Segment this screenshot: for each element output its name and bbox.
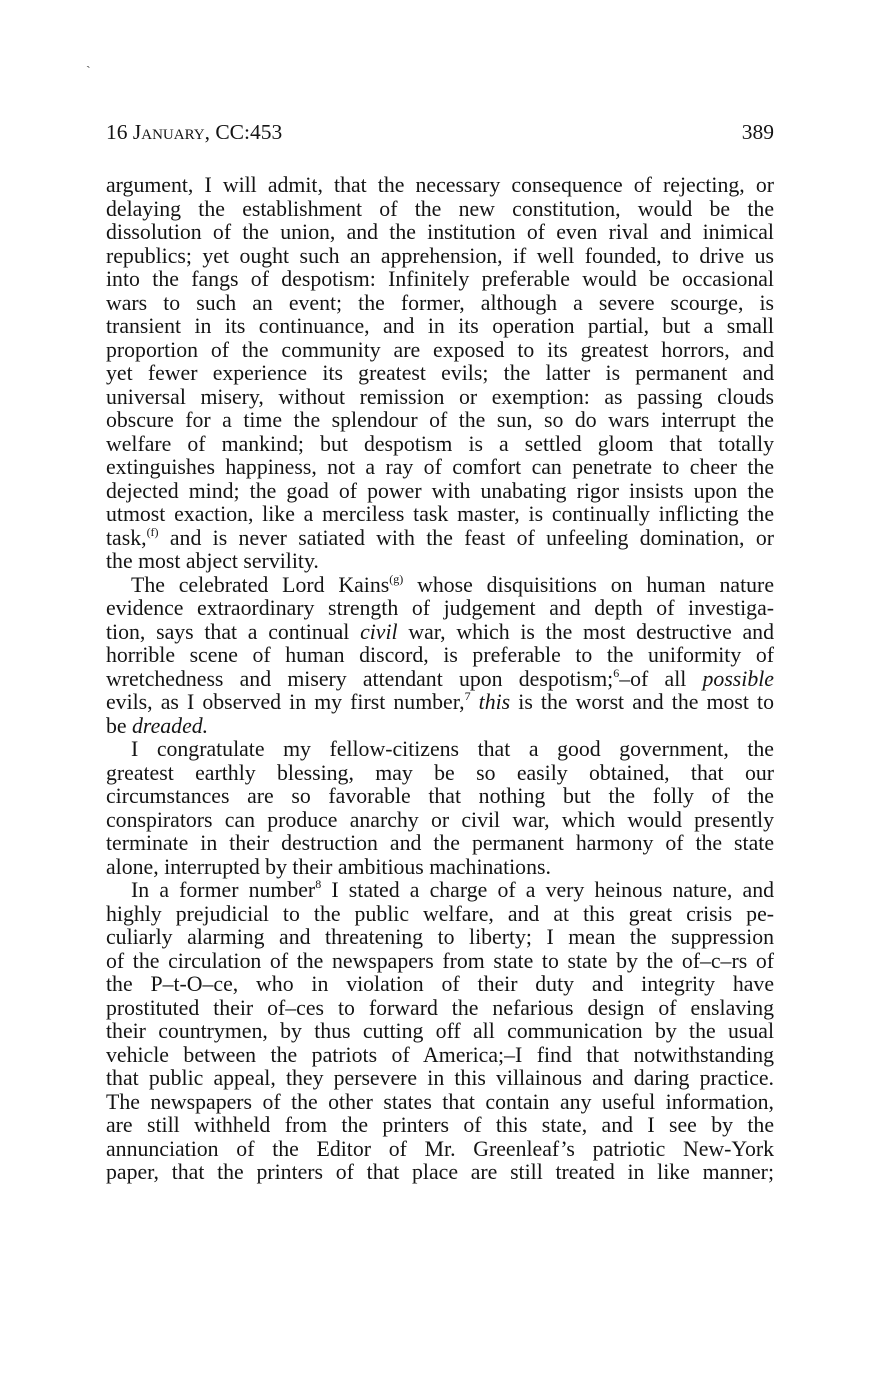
text-line — [106, 762, 774, 786]
text-segment: I congratulate my fellow-citizens that a good government, the — [131, 737, 774, 761]
text-segment: obscure for a time the splendour of the sun, so do wars interrupt the — [106, 408, 774, 432]
text-line — [106, 973, 774, 997]
text-line — [106, 1044, 774, 1068]
text-line — [106, 339, 774, 363]
text-line — [106, 174, 774, 198]
text-segment — [471, 690, 479, 714]
header-month: January — [132, 120, 205, 144]
text-line — [106, 997, 774, 1021]
text-segment: task, — [106, 525, 147, 550]
text-segment: that public appeal, they persevere in this villainous and daring practice. — [106, 1066, 774, 1090]
text-segment: The celebrated Lord Kains — [131, 572, 390, 597]
text-line — [106, 903, 774, 927]
text-segment: conspirators can produce anarchy or civil war, which would presently — [106, 807, 774, 832]
text-segment: utmost exaction, like a merciless task master, is continually inflicting the — [106, 502, 774, 526]
text-segment: paper, that the printers of that place are still treated in like manner; — [106, 1160, 774, 1184]
text-segment: evidence extraordinary strength of judgement and depth of investiga- — [106, 596, 774, 620]
text-segment: wars to such an event; the former, although a severe scourge, is — [106, 290, 774, 315]
text-segment: argument, I will admit, that the necessary consequence of rejecting, or — [106, 173, 774, 197]
text-line — [106, 362, 774, 386]
text-segment: wretchedness and misery attendant upon despotism; — [106, 666, 614, 691]
text-line — [106, 621, 774, 645]
italic-text: this — [478, 690, 511, 714]
text-segment: into the fangs of despotism: Infinitely preferable would be occasional — [106, 267, 774, 291]
text-segment: be — [106, 713, 133, 738]
text-segment: transient in its continuance, and in its operation partial, but a small — [106, 314, 774, 338]
text-line — [106, 456, 774, 480]
italic-text: dreaded. — [132, 713, 209, 738]
header-doc-ref: , CC:453 — [204, 120, 283, 144]
text-line — [106, 1067, 774, 1091]
text-line — [106, 198, 774, 222]
text-line — [106, 832, 774, 856]
text-line — [106, 1138, 774, 1162]
text-segment: the P–t-O–ce, who in violation of their duty and integrity have — [106, 972, 774, 996]
text-segment: terminate in their destruction and the permanent harmony of the state — [106, 831, 774, 855]
text-segment: alone, interrupted by their ambitious machinations. — [106, 854, 551, 879]
text-line — [106, 1020, 774, 1044]
text-line — [106, 433, 774, 457]
footnote-marker: (g) — [389, 571, 404, 586]
body-text — [106, 174, 774, 1185]
text-segment: I stated a charge of a very heinous nature, and — [321, 878, 774, 902]
text-segment: vehicle between the patriots of America;–I find that notwithstanding — [106, 1042, 774, 1067]
text-segment: proportion of the community are exposed to its greatest horrors, and — [106, 337, 774, 362]
text-segment: dejected mind; the goad of power with unabating rigor insists upon the — [106, 478, 774, 503]
text-segment: and is never satiated with the feast of unfeeling domination, or — [158, 525, 774, 550]
text-line — [106, 1091, 774, 1115]
text-line — [106, 1114, 774, 1138]
italic-text: possible — [702, 666, 774, 691]
text-segment: highly prejudicial to the public welfare, and at this great crisis pe- — [106, 901, 774, 926]
text-line — [106, 409, 774, 433]
text-segment: prostituted their of–ces to forward the nefarious design of enslaving — [106, 995, 774, 1020]
text-line — [106, 644, 774, 668]
text-segment: dissolution of the union, and the institution of even rival and inimical — [106, 220, 774, 244]
text-segment: is the worst and the most to — [510, 690, 774, 714]
text-segment: annunciation of the Editor of Mr. Greenleaf’s patriotic New-York — [106, 1136, 774, 1161]
text-segment: of the circulation of the newspapers from state to state by the of–c–rs of — [106, 948, 774, 973]
text-line — [106, 926, 774, 950]
running-header — [106, 120, 774, 150]
text-segment: –of all — [619, 666, 703, 691]
text-segment: horrible scene of human discord, is preferable to the uniformity of — [106, 643, 774, 667]
text-line — [106, 809, 774, 833]
text-segment: war, which is the most destructive and — [397, 619, 774, 644]
text-line — [106, 1161, 774, 1185]
text-line — [106, 785, 774, 809]
text-segment: republics; yet ought such an apprehension, if well founded, to drive us — [106, 243, 774, 268]
text-line — [106, 315, 774, 339]
text-segment: circumstances are so favorable that nothing but the folly of the — [106, 784, 774, 808]
text-line — [106, 268, 774, 292]
text-line — [106, 503, 774, 527]
footnote-marker: 6 — [613, 665, 620, 680]
text-line — [106, 292, 774, 316]
text-segment: universal misery, without remission or exemption: as passing clouds — [106, 384, 774, 409]
text-line — [106, 550, 774, 574]
text-segment: delaying the establishment of the new constitution, would be the — [106, 196, 774, 221]
text-segment: are still withheld from the printers of this state, and I see by the — [106, 1113, 774, 1137]
footnote-marker: 8 — [315, 877, 322, 891]
footnote-marker: (f) — [146, 524, 159, 539]
text-segment: culiarly alarming and threatening to liberty; I mean the suppression — [106, 925, 774, 949]
italic-text: civil — [360, 619, 398, 644]
text-segment: In a former number — [131, 878, 316, 902]
text-line — [106, 856, 774, 880]
text-segment: whose disquisitions on human nature — [403, 572, 774, 597]
text-segment: The newspapers of the other states that contain any useful information, — [106, 1089, 774, 1114]
header-date-reference — [106, 120, 282, 145]
footnote-marker: 7 — [464, 689, 471, 703]
text-segment: their countrymen, by thus cutting off all communication by the usual — [106, 1019, 774, 1043]
text-line — [106, 738, 774, 762]
text-line — [106, 571, 774, 598]
text-line — [106, 221, 774, 245]
text-segment: yet fewer experience its greatest evils; the latter is permanent and — [106, 361, 774, 385]
text-line — [106, 524, 774, 551]
text-segment: greatest earthly blessing, may be so easily obtained, that our — [106, 760, 774, 785]
text-line — [106, 245, 774, 269]
text-segment: the most abject servility. — [106, 549, 319, 573]
page-number: 389 — [741, 120, 774, 144]
scan-mark: ˎ — [86, 54, 91, 69]
text-line — [106, 597, 774, 621]
text-segment: tion, says that a continual — [106, 619, 361, 644]
text-segment: extinguishes happiness, not a ray of comfort can penetrate to cheer the — [106, 455, 774, 479]
text-line — [106, 950, 774, 974]
text-line — [106, 665, 774, 692]
text-line — [106, 715, 774, 739]
text-line — [106, 480, 774, 504]
text-line — [106, 691, 774, 715]
text-segment: welfare of mankind; but despotism is a settled gloom that totally — [106, 431, 774, 456]
text-line — [106, 386, 774, 410]
text-line — [106, 879, 774, 903]
header-day: 16 — [106, 120, 133, 144]
text-segment: evils, as I observed in my first number, — [106, 690, 465, 714]
